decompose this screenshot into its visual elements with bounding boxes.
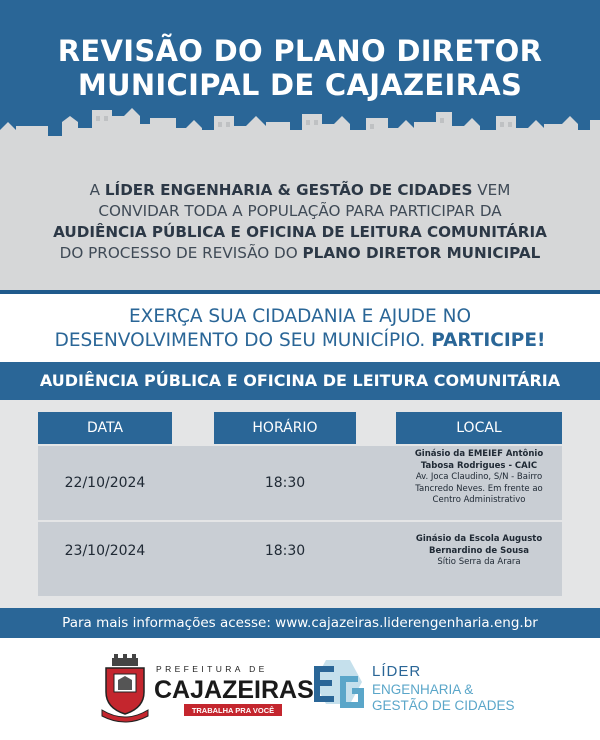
title-line-1: REVISÃO DO PLANO DIRETOR — [57, 34, 543, 68]
row-date: 23/10/2024 — [64, 543, 146, 559]
intro-line-3 — [0, 222, 600, 243]
slogan-line-2 — [0, 329, 600, 353]
header-banner — [0, 0, 600, 290]
invitation-text — [0, 180, 600, 264]
more-info-footer: Para mais informações acesse: www.cajazeiras.liderengenharia.eng.br — [0, 608, 600, 638]
venue-address-line-1: Av. Joca Claudino, S/N - Bairro — [415, 472, 543, 482]
venue-address-line-2: Tancredo Neves. Em frente ao — [415, 483, 543, 494]
column-header-local: LOCAL — [396, 412, 562, 444]
row-time: 18:30 — [264, 543, 306, 559]
row-time: 18:30 — [264, 475, 306, 491]
venue-name-line-1: Ginásio da EMEIEF Antônio — [414, 449, 544, 459]
schedule-table — [0, 400, 600, 608]
row-date: 22/10/2024 — [64, 475, 146, 491]
prefeitura-cajazeiras-logo — [98, 652, 314, 730]
intro-line-4-pre: DO PROCESSO DE REVISÃO DO — [59, 244, 303, 262]
slogan — [0, 305, 600, 353]
intro-line-1 — [0, 180, 600, 201]
participate-callout: PARTICIPE! — [431, 330, 546, 351]
intro-line-4 — [0, 243, 600, 264]
logo-lider-name: LÍDER — [372, 663, 422, 680]
divider — [0, 290, 600, 294]
intro-line-1-post: VEM — [472, 181, 511, 199]
slogan-line-2-pre: DESENVOLVIMENTO DO SEU MUNICÍPIO. — [54, 330, 432, 351]
row-location — [396, 449, 562, 507]
logo-prefeitura-name: CAJAZEIRAS — [154, 676, 314, 704]
event-title-band: AUDIÊNCIA PÚBLICA E OFICINA DE LEITURA COMUNITÁRIA — [0, 362, 600, 400]
venue-name-line-2: Bernardino de Sousa — [429, 545, 529, 556]
venue-name-line-2: Tabosa Rodrigues - CAIC — [420, 460, 538, 471]
lider-engenharia-logo — [300, 650, 515, 732]
logo-prefeitura-tagline: TRABALHA PRA VOCÊ — [191, 706, 275, 715]
organizer-name: LÍDER ENGENHARIA & GESTÃO DE CIDADES — [104, 181, 473, 199]
sponsor-logos — [0, 638, 600, 740]
venue-name-line-1: Ginásio da Escola Augusto — [415, 534, 543, 544]
venue-address-line-3: Centro Administrativo — [432, 495, 526, 505]
column-header-time: HORÁRIO — [214, 412, 356, 444]
page-title — [0, 34, 600, 102]
venue-address-line-1: Sítio Serra da Arara — [437, 557, 521, 567]
logo-lider-line-3: GESTÃO DE CIDADES — [372, 698, 515, 713]
lider-hexagon-icon — [314, 660, 364, 708]
event-name: AUDIÊNCIA PÚBLICA E OFICINA DE LEITURA COMUNITÁRIA — [53, 223, 547, 241]
slogan-line-1: EXERÇA SUA CIDADANIA E AJUDE NO — [128, 306, 472, 327]
logo-lider-line-2: ENGENHARIA & — [372, 682, 474, 697]
intro-line-2: CONVIDAR TODA A POPULAÇÃO PARA PARTICIPAR DA — [98, 202, 502, 220]
intro-line-1-pre: A — [89, 181, 105, 199]
row-location — [396, 534, 562, 569]
plan-name: PLANO DIRETOR MUNICIPAL — [302, 244, 541, 262]
coat-of-arms-icon — [102, 654, 148, 722]
logo-prefeitura-small: PREFEITURA DE — [156, 664, 268, 674]
title-line-2: MUNICIPAL DE CAJAZEIRAS — [77, 68, 523, 102]
column-header-date: DATA — [38, 412, 172, 444]
